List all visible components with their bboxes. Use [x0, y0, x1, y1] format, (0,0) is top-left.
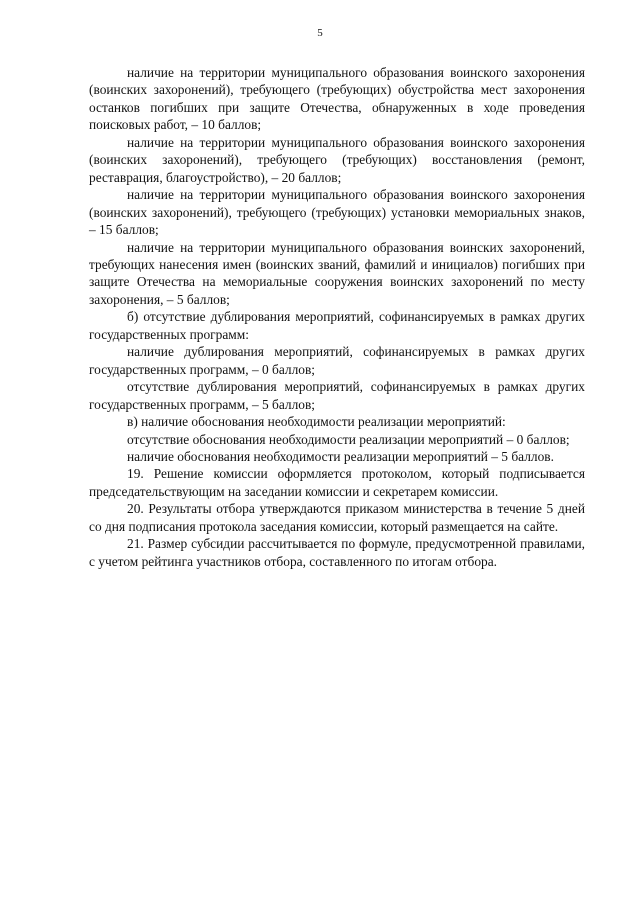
paragraph-criterion-c: в) наличие обоснования необходимости реализации мероприятий:	[127, 414, 506, 430]
paragraph-burial-restoration: наличие на территории муниципального образования воинского захоронения (воинских захоронений), требующего (требующих) восстановления (ремонт, реставрация, благоустройство), – 20 баллов;	[89, 134, 585, 185]
paragraph-justification-absent: отсутствие обоснования необходимости реализации мероприятий – 0 баллов;	[127, 431, 570, 447]
paragraph-memorial-signs: наличие на территории муниципального образования воинского захоронения (воинских захоронений), требующего (требующих) установки мемориальных знаков, – 15 баллов;	[89, 187, 585, 238]
paragraph-names-application: наличие на территории муниципального образования воинских захоронений, требующих нанесения имен (воинских званий, фамилий и инициалов) погибших при защите Отечества на мемориальные сооружения воинских захоронений по месту захоронения, – 5 баллов;	[89, 239, 585, 307]
page-number: 5	[317, 27, 323, 39]
paragraph-duplication-absent: отсутствие дублирования мероприятий, софинансируемых в рамках других государственных программ, – 5 баллов;	[89, 379, 585, 412]
document-body	[89, 64, 585, 570]
paragraph-justification-present: наличие обоснования необходимости реализации мероприятий – 5 баллов.	[127, 448, 554, 464]
paragraph-burial-search-works: наличие на территории муниципального образования воинского захоронения (воинских захоронений), требующего (требующих) обустройства мест захоронения останков погибших при защите Отечества, обнаруженных в ходе проведения поисковых работ, – 10 баллов;	[89, 65, 585, 133]
paragraph-item-20: 20. Результаты отбора утверждаются приказом министерства в течение 5 дней со дня подписания протокола заседания комиссии, который размещается на сайте.	[89, 501, 585, 534]
paragraph-item-21: 21. Размер субсидии рассчитывается по формуле, предусмотренной правилами, с учетом рейтинга участников отбора, составленного по итогам отбора.	[89, 536, 585, 569]
paragraph-item-19: 19. Решение комиссии оформляется протоколом, который подписывается председательствующим на заседании комиссии и секретарем комиссии.	[89, 466, 585, 499]
paragraph-duplication-present: наличие дублирования мероприятий, софинансируемых в рамках других государственных программ, – 0 баллов;	[89, 344, 585, 377]
paragraph-criterion-b: б) отсутствие дублирования мероприятий, софинансируемых в рамках других государственных программ:	[89, 309, 585, 342]
